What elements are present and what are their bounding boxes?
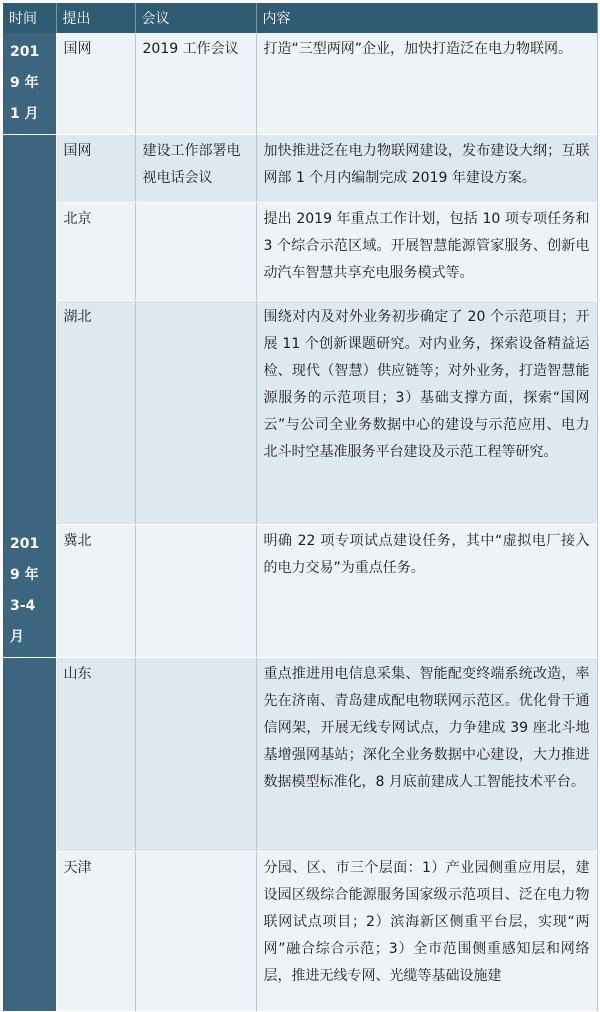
table-row [3, 657, 597, 851]
content-cell: 重点推进用电信息采集、智能配变终端系统改造，率先在济南、青岛建成配电物联网示范区。优化骨干通信网架，开展无线专网试点，力争建成 39 座北斗地基增强网基站；深化全业务数据中心建设，大力推进数据模型标准化，8 月底前建成人工智能技术平台。 [256, 657, 597, 851]
proposer-cell: 山东 [56, 657, 135, 851]
header-proposer: 提出 [56, 3, 135, 33]
proposer-cell: 湖北 [56, 301, 135, 525]
proposer-cell: 冀北 [56, 525, 135, 658]
table-row [3, 135, 597, 203]
header-time: 时间 [3, 3, 56, 33]
time-cell [3, 135, 56, 203]
content-cell: 分园、区、市三个层面：1）产业园侧重应用层，建设园区级综合能源服务国家级示范项目、泛在电力物联网试点项目；2）滨海新区侧重平台层，实现“两网”融合综合示范；3）全市范围侧重感知层和网络层，推进无线专网、光缆等基础设施建 [256, 851, 597, 1011]
header-content: 内容 [256, 3, 597, 33]
meeting-cell [135, 525, 256, 658]
content-cell: 明确 22 项专项试点建设任务，其中“虚拟电厂接入的电力交易”为重点任务。 [256, 525, 597, 658]
proposer-cell: 天津 [56, 851, 135, 1011]
time-cell [3, 301, 56, 525]
policy-table [3, 3, 598, 1012]
proposer-cell: 北京 [56, 203, 135, 301]
content-cell: 提出 2019 年重点工作计划，包括 10 项专项任务和 3 个综合示范区域。开展智慧能源管家服务、创新电动汽车智慧共享充电服务模式等。 [256, 203, 597, 301]
header-row [3, 3, 597, 33]
meeting-cell: 建设工作部署电视电话会议 [135, 135, 256, 203]
content-cell: 围绕对内及对外业务初步确定了 20 个示范项目；开展 11 个创新课题研究。对内业务，探索设备精益运检、现代（智慧）供应链等；对外业务，打造智慧能源服务的示范项目；3）基础支撑方面，探索“国网云”与公司全业务数据中心的建设与示范应用、电力北斗时空基准服务平台建设及示范工程等研究。 [256, 301, 597, 525]
meeting-cell: 2019 工作会议 [135, 33, 256, 135]
meeting-cell [135, 657, 256, 851]
table-row [3, 525, 597, 658]
proposer-cell: 国网 [56, 33, 135, 135]
time-cell: 2019 年 3-4 月 [3, 525, 56, 658]
meeting-cell [135, 851, 256, 1011]
table-row [3, 203, 597, 301]
content-cell: 打造“三型两网”企业，加快打造泛在电力物联网。 [256, 33, 597, 135]
header-meeting: 会议 [135, 3, 256, 33]
time-cell: 2019 年 1 月 [3, 33, 56, 135]
time-cell [3, 657, 56, 851]
proposer-cell: 国网 [56, 135, 135, 203]
table-row [3, 301, 597, 525]
meeting-cell [135, 301, 256, 525]
meeting-cell [135, 203, 256, 301]
content-cell: 加快推进泛在电力物联网建设，发布建设大纲；互联网部 1 个月内编制完成 2019 年建设方案。 [256, 135, 597, 203]
time-cell [3, 203, 56, 301]
time-cell [3, 851, 56, 1011]
table-row [3, 33, 597, 135]
table-row [3, 851, 597, 1011]
